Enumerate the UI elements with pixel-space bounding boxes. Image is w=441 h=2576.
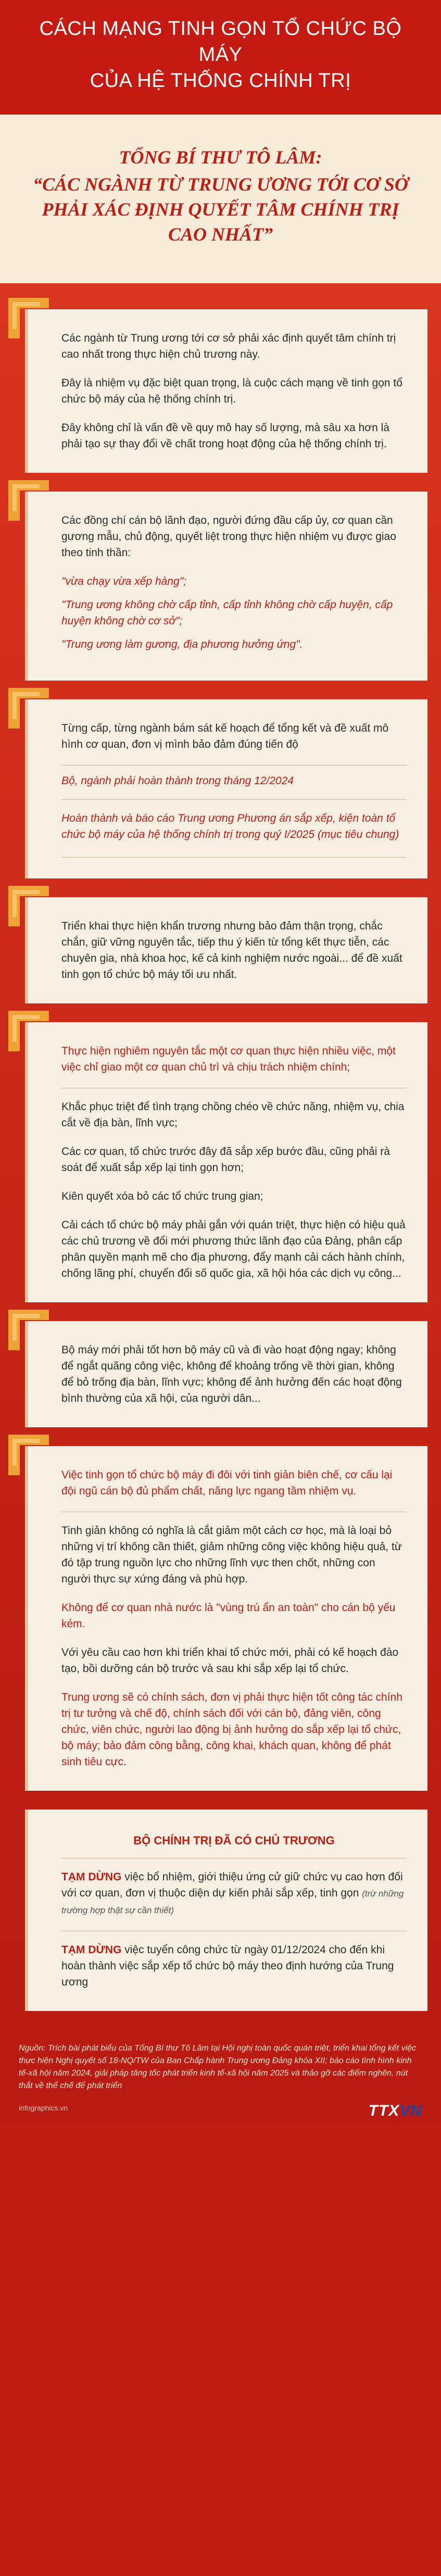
header [0, 0, 441, 115]
card-7-p2: Tinh giản không có nghĩa là cắt giảm một cách cơ học, mà là loại bỏ những vị trí không cần thiết, giảm những công việc không hiệu quả, từ đó tập trung nguồn lực cho những lĩnh vực then chốt, những con người thực sự xứng đáng và phù hợp. [61, 1525, 402, 1585]
card-5 [25, 1022, 427, 1302]
source-note: Nguồn: Trích bài phát biểu của Tổng Bí thư Tô Lâm tại Hội nghị toàn quốc quán triệt, triển khai tổng kết việc thực hiện Nghị quyết số 18-NQ/TW của Ban Chấp hành Trung ương Đảng khóa XII; báo cáo tình hình kinh tế-xã hội năm 2024, giải pháp tăng tốc phát triển kinh tế-xã hội năm 2025 và thảo gỡ các điểm nghẽn, nút thắt về thể chế để phát triển [19, 2044, 417, 2090]
card-8-item-1 [61, 1869, 407, 1918]
card-7-p1: Việc tinh gọn tổ chức bộ máy đi đôi với tinh giản biên chế, cơ cấu lại đội ngũ cán bộ đủ phẩm chất, năng lực ngang tầm nhiệm vụ. [61, 1469, 393, 1497]
card-1 [25, 309, 427, 473]
divider [61, 799, 407, 800]
card-6-p1: Bộ máy mới phải tốt hơn bộ máy cũ và đi vào hoạt động ngay; không để ngắt quãng công việc, không để khoảng trống về thời gian, không để bỏ trống địa bàn, lĩnh vực; không để ảnh hưởng đến các hoạt động bình thường của xã hội, của người dân... [61, 1344, 402, 1404]
card-3-milestones [61, 765, 407, 858]
ttxvn-logo [368, 2102, 422, 2119]
card-5-p4: Kiên quyết xóa bỏ các tổ chức trung gian; [61, 1190, 263, 1202]
card-3-p1: Từng cấp, từng ngành bám sát kế hoạch để tổng kết và đề xuất mô hình cơ quan, đơn vị mình bảo đảm đúng tiến độ [61, 722, 389, 750]
card-4-p1: Triển khai thực hiện khẩn trương nhưng bảo đảm thận trọng, chắc chắn, giữ vững nguyên tắc, tiếp thu ý kiến từ tổng kết thực tiễn, các chuyên gia, nhà khoa học, kế cả kinh nghiệm nước ngoài... để đề xuất tinh gọn tổ chức bộ máy tối ưu nhất. [61, 920, 402, 981]
chevron-icon [8, 1310, 49, 1350]
politburo-title: BỘ CHÍNH TRỊ ĐÃ CÓ CHỦ TRƯƠNG [61, 1832, 407, 1858]
card-8-item-1-text: việc bổ nhiệm, giới thiệu ứng cử giữ chức vụ cao hơn đối với cơ quan, đơn vị thuộc diện dự kiến phải sắp xếp, tinh gọn [61, 1871, 403, 1899]
card-1-p3: Đây không chỉ là vấn đề về quy mô hay số lượng, mà sâu xa hơn là phải tạo sự thay đổi về chất trong hoạt động của hệ thống chính trị. [61, 422, 389, 450]
chevron-icon [8, 1011, 49, 1051]
card-1-p2: Đây là nhiệm vụ đặc biệt quan trọng, là cuộc cách mạng về tinh gọn tổ chức bộ máy của hệ thống chính trị. [61, 377, 402, 405]
chevron-icon [8, 688, 49, 728]
card-5-p3: Các cơ quan, tổ chức trước đây đã sắp xếp bước đầu, cũng phải rà soát để xuất sắp xếp lại tinh gọn hơn; [61, 1146, 390, 1174]
card-5-p1: Thực hiện nghiêm nguyên tắc một cơ quan thực hiện nhiều việc, một việc chỉ giao một cơ quan chủ trì và chịu trách nhiệm chính; [61, 1045, 396, 1073]
card-3-bullet-1: Bộ, ngành phải hoàn thành trong tháng 12/2024 [61, 775, 294, 787]
card-4 [25, 897, 427, 1003]
card-8-item-2 [61, 1942, 407, 1990]
chevron-icon [8, 298, 49, 338]
card-5-p5: Cải cách tổ chức bộ máy phải gắn với quán triệt, thực hiện có hiệu quả các chủ trương về đổi mới phương thức lãnh đạo của Đảng, phân cấp phân quyền mạnh mẽ cho địa phương, đẩy mạnh cải cách hành chính, chống lãng phí, chuyển đổi số quốc gia, xã hội hóa các dịch vụ công... [61, 1219, 406, 1279]
card-2-bullet-2: "Trung ương không chờ cấp tỉnh, cấp tỉnh không chờ cấp huyện, cấp huyện không chờ cơ sở"; [61, 599, 393, 627]
card-3-bullet-2: Hoàn thành và báo cáo Trung ương Phương án sắp xếp, kiện toàn tổ chức bộ máy của hệ thống chính trị trong quý I/2025 (mục tiêu chung) [61, 812, 399, 840]
card-7-p3: Không để cơ quan nhà nước là "vùng trú ẩn an toàn" cho cán bộ yếu kém. [61, 1602, 396, 1630]
pause-label: TẠM DỪNG [61, 1871, 122, 1883]
footer [0, 2027, 441, 2123]
card-2-bullet-1: "vừa chạy vừa xếp hàng"; [61, 575, 186, 587]
card-7-p5: Trung ương sẽ có chính sách, đơn vị phải thực hiện tốt công tác chính trị tư tưởng và chế độ, chính sách đối với cán bộ, đảng viên, công chức, viên chức, người lao động bị ảnh hưởng do sắp xếp lại tổ chức, bộ máy; bảo đảm công bằng, công khai, khách quan, không để phát sinh tiêu cực. [61, 1691, 402, 1768]
logo-accent: VN [399, 2102, 422, 2119]
card-1-p1: Các ngành từ Trung ương tới cơ sở phải xác định quyết tâm chính trị cao nhất trong thực hiện chủ trương này. [61, 332, 396, 360]
chevron-icon [8, 480, 49, 521]
card-2-bullet-3: "Trung ương làm gương, địa phương hưởng ứng". [61, 638, 303, 650]
title-line-2: CỦA HỆ THỐNG CHÍNH TRỊ [90, 70, 351, 92]
hero-quote [0, 115, 441, 283]
quote-line-2: PHẢI XÁC ĐỊNH QUYẾT TÂM CHÍNH TRỊ CAO NHẤT” [42, 199, 399, 245]
card-2-p1: Các đồng chí cán bộ lãnh đạo, người đứng đầu cấp ủy, cơ quan cần gương mẫu, chủ động, quyết liệt trong thực hiện nhiệm vụ được giao theo tinh thần: [61, 514, 396, 559]
logo-main: TTX [368, 2102, 400, 2119]
card-7-p4: Với yêu cầu cao hơn khi triển khai tổ chức mới, phải có kế hoạch đào tạo, bồi dưỡng cán bộ trước và sau khi sắp xếp lại tổ chức. [61, 1647, 399, 1675]
card-3 [25, 699, 427, 878]
card-5-p2: Khắc phục triệt để tình trạng chồng chéo về chức năng, nhiệm vụ, chia cắt về địa bàn, lĩnh vực; [61, 1101, 405, 1129]
card-8 [25, 1810, 427, 2011]
card-8-item-1-note: (trừ những trường hợp thật sự cần thiết) [61, 1889, 404, 1915]
chevron-icon [8, 1435, 49, 1475]
hero-kicker: TỔNG BÍ THƯ TÔ LÂM: [119, 147, 322, 168]
card-8-item-2-text: việc tuyển công chức từ ngày 01/12/2024 cho đến khi hoàn thành việc sắp xếp tổ chức bộ máy theo định hướng của Trung ương [61, 1944, 394, 1988]
site-url: infographics.vn [19, 2104, 68, 2112]
card-7 [25, 1446, 427, 1791]
card-6 [25, 1321, 427, 1427]
card-2 [25, 492, 427, 681]
title-line-1: CÁCH MẠNG TINH GỌN TỔ CHỨC BỘ MÁY [39, 18, 402, 66]
hero-quote-text [21, 172, 420, 247]
page-title [16, 16, 425, 94]
quote-line-1: “CÁC NGÀNH TỪ TRUNG ƯƠNG TỚI CƠ SỞ [33, 174, 408, 195]
content-body [0, 283, 441, 2027]
pause-label: TẠM DỪNG [61, 1944, 122, 1956]
chevron-icon [8, 886, 49, 926]
